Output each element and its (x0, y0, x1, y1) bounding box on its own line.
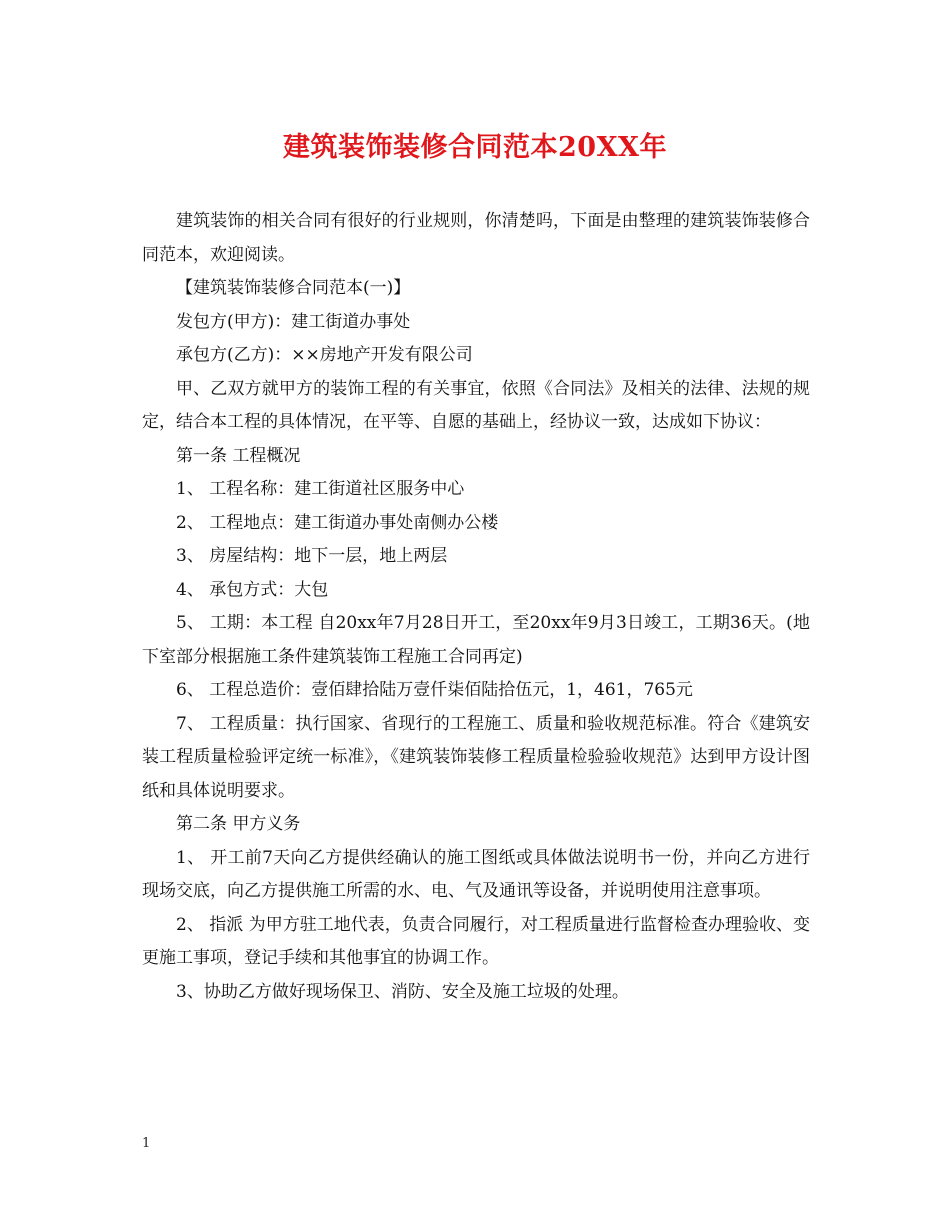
paragraph-article-2-heading: 第二条 甲方义务 (176, 814, 301, 834)
paragraph-item-6: 6、 工程总造价：壹佰肆拾陆万壹仟柒佰陆拾伍元，1，461，765元 (176, 680, 693, 700)
paragraph-item-5: 5、 工期：本工程 自20xx年7月28日开工，至20xx年9月3日竣工，工期36天。(地下室部分根据施工条件建筑装饰工程施工合同再定) (142, 613, 810, 667)
paragraph-agreement: 甲、乙双方就甲方的装饰工程的有关事宜，依照《合同法》及相关的法律、法规的规定，结合本工程的具体情况，在平等、自愿的基础上，经协议一致，达成如下协议： (142, 378, 810, 432)
paragraph-party-a: 发包方(甲方)：建工街道办事处 (176, 311, 411, 332)
page-number: 1 (142, 1136, 151, 1151)
paragraph-obligation-2: 2、 指派 为甲方驻工地代表，负责合同履行，对工程质量进行监督检查办理验收、变更施工事项，登记手续和其他事宜的协调工作。 (142, 914, 810, 968)
paragraph-item-1: 1、 工程名称：建工街道社区服务中心 (176, 479, 465, 499)
paragraph-item-2: 2、 工程地点：建工街道办事处南侧办公楼 (176, 512, 499, 533)
paragraph-intro: 建筑装饰的相关合同有很好的行业规则，你清楚吗，下面是由整理的建筑装饰装修合同范本，欢迎阅读。 (142, 211, 810, 265)
document-body (142, 205, 810, 1009)
paragraph-item-7: 7、 工程质量：执行国家、省现行的工程施工、质量和验收规范标准。符合《建筑安装工程质量检验评定统一标准》，《建筑装饰装修工程质量检验验收规范》达到甲方设计图纸和具体说明要求。 (142, 713, 810, 801)
paragraph-obligation-3: 3、协助乙方做好现场保卫、消防、安全及施工垃圾的处理。 (176, 981, 629, 1002)
document-title: 建筑装饰装修合同范本20XX年 (283, 132, 667, 163)
paragraph-article-1-heading: 第一条 工程概况 (176, 445, 301, 466)
paragraph-section-heading: 【建筑装饰装修合同范本(一)】 (176, 278, 411, 298)
paragraph-party-b: 承包方(乙方)：××房地产开发有限公司 (176, 345, 473, 365)
paragraph-item-4: 4、 承包方式：大包 (176, 579, 329, 600)
paragraph-item-3: 3、 房屋结构：地下一层，地上两层 (176, 546, 448, 566)
paragraph-obligation-1: 1、 开工前7天向乙方提供经确认的施工图纸或具体做法说明书一份，并向乙方进行现场交底，向乙方提供施工所需的水、电、气及通讯等设备，并说明使用注意事项。 (142, 847, 810, 901)
